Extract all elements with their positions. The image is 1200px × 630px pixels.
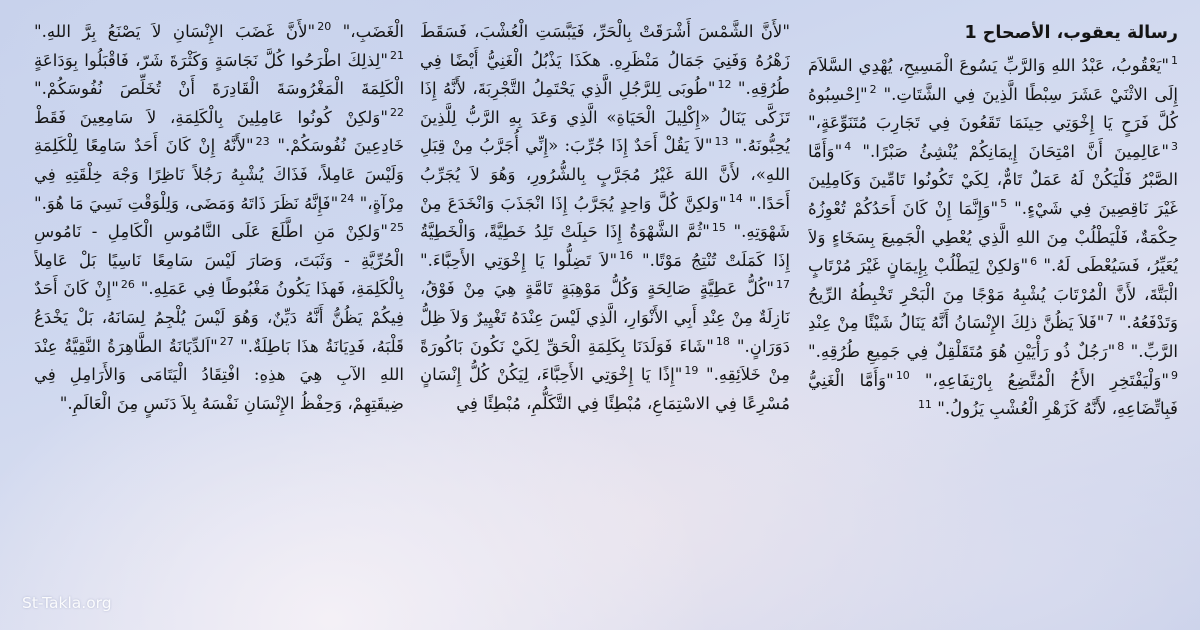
verse xyxy=(34,51,404,99)
verse-text: "إِذًا يَا إِخْوَتِي الأَحِبَّاءَ، لِيَكُنْ كُلُّ إِنْسَانٍ مُسْرِعًا فِي الاسْتِمَاعِ، مُبْطِئًا فِي التَّكَلُّمِ، مُبْطِئًا فِي xyxy=(420,365,790,413)
verse-number: 19 xyxy=(684,363,699,377)
verse-text: "وَلكِنْ مَنِ اطَّلَعَ عَلَى النَّامُوسِ الْكَامِلِ - نَامُوسِ الْحُرِّيَّةِ - وَثَبَتَ، وَصَارَ لَيْسَ سَامِعًا نَاسِيًا بَلْ عَامِلاً بِالْكَلِمَةِ، فَهذَا يَكُونُ مَغْبُوطًا فِي عَمَلِهِ." xyxy=(34,222,404,299)
verse-text: "لِذلِكَ اطْرَحُوا كُلَّ نَجَاسَةٍ وَكَثْرَةَ شَرّ، فَاقْبَلُوا بِوَدَاعَةٍ الْكَلِمَةَ الْمَغْرُوسَةَ الْقَادِرَةَ أَنْ تُخَلِّصَ نُفُوسَكُمْ." xyxy=(34,50,404,99)
verse-text: "وَلكِنْ لِيَطْلُبْ بِإِيمَانٍ غَيْرَ مُرْتَابٍ الْبَتَّةَ، لأَنَّ الْمُرْتَابَ يُشْبِهُ مَوْجًا مِنَ الْبَحْرِ تَخْبِطُهُ الرِّيحُ وَتَدْفَعُهُ." xyxy=(808,256,1178,333)
verse xyxy=(420,251,633,270)
verse-text: "لأَنَّهُ إِنْ كَانَ أَحَدٌ سَامِعًا لِلْكَلِمَةِ وَلَيْسَ عَامِلاً، فَذَاكَ يُشْبِهُ رَجُلاً نَاظِرًا وَجْهَ خِلْقَتِهِ فِي مِرْآةٍ،" xyxy=(34,136,404,213)
verse xyxy=(808,342,1124,361)
verse-number: 3 xyxy=(1171,140,1178,154)
site-watermark: St-Takla.org xyxy=(22,594,112,612)
verse xyxy=(862,142,1178,161)
verse-text: "يَعْقُوبُ، عَبْدُ اللهِ وَالرَّبِّ يَسُوعَ الْمَسِيحِ، يُهْدِي السَّلاَمَ إِلَى الاثْنَيْ عَشَرَ سِبْطًا الَّذِينَ فِي الشَّتَاتِ." xyxy=(808,56,1178,104)
verse-text: "وَلكِنَّ كُلَّ وَاحِدٍ يُجَرَّبُ إِذَا انْجَذَبَ وَانْخَدَعَ مِنْ شَهْوَتِهِ." xyxy=(420,193,790,242)
verse-number: 11 xyxy=(917,397,932,411)
verse-number: 27 xyxy=(219,335,234,348)
verse-text: "وَلكِنْ كُونُوا عَامِلِينَ بِالْكَلِمَةِ، لاَ سَامِعِينَ فَقَطْ خَادِعِينَ نُفُوسَكُمْ." xyxy=(34,107,404,156)
verse-number: 26 xyxy=(120,277,135,291)
chapter-title: رسالة يعقوب، الأصحاح 1 xyxy=(964,23,1178,43)
verse-text: "وَأَمَّا الصَّبْرُ فَلْيَكُنْ لَهُ عَمَلٌ تَامٌّ، لِكَيْ تَكُونُوا تَامِّينَ وَكَامِلِينَ غَيْرَ نَاقِصِينَ فِي شَيْءٍ." xyxy=(808,141,1178,218)
verse xyxy=(343,22,404,41)
verse-list xyxy=(34,18,404,418)
verse-number: 5 xyxy=(1000,197,1008,211)
verse xyxy=(916,399,932,418)
verse-text: "لاَ يَقُلْ أَحَدٌ إِذَا جُرِّبَ: «إِنِّي أُجَرَّبُ مِنْ قِبَلِ اللهِ»، لأَنَّ اللهَ غَيْرُ مُجَرَّبٍ بِالشُّرُورِ، وَهُوَ لاَ يُجَرِّبُ أَحَدًا." xyxy=(420,136,790,213)
verse-number: 24 xyxy=(340,192,355,206)
verse xyxy=(925,371,1178,390)
verse-number: 13 xyxy=(714,134,729,148)
verse-number: 8 xyxy=(1117,340,1125,354)
verse-number: 7 xyxy=(1106,311,1114,325)
verse xyxy=(34,22,331,41)
verse-text: "عَالِمِينَ أَنَّ امْتِحَانَ إِيمَانِكُمْ يُنْشِئُ صَبْرًا." xyxy=(862,141,1169,161)
verse-number: 12 xyxy=(717,77,732,91)
verse-text: "ثُمَّ الشَّهْوَةُ إِذَا حَبِلَتْ تَلِدُ خَطِيَّةً، وَالْخَطِيَّةُ إِذَا كَمَلَتْ تُنْتِجُ مَوْتًا." xyxy=(420,222,790,270)
verse-text: "لاَ تَضِلُّوا يَا إِخْوَتِي الأَحِبَّاءَ." xyxy=(420,250,618,270)
verse-number: 9 xyxy=(1170,369,1178,382)
verse-text: "كُلُّ عَطِيَّةٍ صَالِحَةٍ وَكُلُّ مَوْهِبَةٍ تَامَّةٍ هِيَ مِنْ فَوْقُ، نَازِلَةٌ مِنْ عِنْدِ أَبِي الأَنْوَارِ، الَّذِي لَيْسَ عِنْدَهُ تَغْيِيرٌ وَلاَ ظِلُّ دَوَرَانٍ." xyxy=(420,279,790,356)
verse-text: "فَلاَ يَظُنَّ ذلِكَ الإِنْسَانُ أَنَّهُ يَنَالُ شَيْئًا مِنْ عِنْدِ الرَّبِّ." xyxy=(808,313,1178,361)
verse-number: 25 xyxy=(390,220,404,234)
verse-number: 21 xyxy=(390,49,404,63)
verse-text: "اِحْسِبُوهُ كُلَّ فَرَحٍ يَا إِخْوَتِي حِينَمَا تَقَعُونَ فِي تَجَارِبَ مُتَنَوِّعَةٍ،" xyxy=(808,84,1178,133)
verse-number: 17 xyxy=(776,277,790,291)
verse-number: 10 xyxy=(895,369,910,382)
verse-text: "لأَنَّ الشَّمْسَ أَشْرَقَتْ بِالْحَرِّ، فَيَبَّسَتِ الْعُشْبَ، فَسَقَطَ زَهْرُهُ وَفَنِيَ جَمَالُ مَنْظَرِهِ. هكَذَا يَذْبُلُ الْغَنِيُّ أَيْضًا فِي طُرُقِهِ." xyxy=(420,22,790,99)
verse-number: 20 xyxy=(317,20,332,34)
verse-text: "شَاءَ فَوَلَدَنَا بِكَلِمَةِ الْحَقِّ لِكَيْ نَكُونَ بَاكُورَةً مِنْ خَلاَئِقِهِ." xyxy=(420,336,790,385)
text-column-left xyxy=(34,18,404,618)
text-column-right xyxy=(808,18,1178,618)
verse-number: 4 xyxy=(844,140,852,154)
verse-text: "إِنْ كَانَ أَحَدٌ فِيكُمْ يَظُنُّ أَنَّهُ دَيِّنٌ، وَهُوَ لَيْسَ يُلْجِمُ لِسَانَهُ، بَلْ يَخْدَعُ قَلْبَهُ، فَدِيَانَةُ هذَا بَاطِلَةٌ." xyxy=(34,279,404,356)
verse-text: "وَأَمَّا الْغَنِيُّ فَبِاتِّضَاعِهِ، لأَنَّهُ كَزَهْرِ الْعُشْبِ يَزُولُ." xyxy=(808,370,1178,419)
verse-text: "لأَنَّ غَضَبَ الإِنْسَانِ لاَ يَصْنَعُ بِرَّ اللهِ." xyxy=(34,22,316,41)
verse-number: 16 xyxy=(619,249,634,263)
verse-text: "وَإِنَّمَا إِنْ كَانَ أَحَدُكُمْ تُعْوِزُهُ حِكْمَةٌ، فَلْيَطْلُبْ مِنَ اللهِ الَّذِي يُعْطِي الْجَمِيعَ بِسَخَاءٍ وَلاَ يُعَيِّرُ، فَسَيُعْطَى لَهُ." xyxy=(808,198,1178,276)
verse-text: الْغَضَبِ،" xyxy=(342,22,404,41)
verse-number: 14 xyxy=(728,192,743,206)
verse-number: 6 xyxy=(1030,254,1038,268)
verse-number: 15 xyxy=(711,220,726,234)
verse-list xyxy=(808,52,1178,424)
verse-number: 2 xyxy=(869,83,877,97)
text-column-middle xyxy=(420,18,790,618)
verse-number: 1 xyxy=(1171,54,1178,68)
verse-number: 18 xyxy=(715,335,730,348)
verse-text: "طُوبَى لِلرَّجُلِ الَّذِي يَحْتَمِلُ التَّجْرِبَةَ، لأَنَّهُ إِذَا تَزَكَّى يَنَالُ «إِكْلِيلَ الْحَيَاةِ» الَّذِي وَعَدَ بِهِ الرَّبُّ لِلَّذِينَ يُحِبُّونَهُ." xyxy=(420,79,790,156)
verse-text: "اَلدِّيَانَةُ الطَّاهِرَةُ النَّقِيَّةُ عِنْدَ اللهِ الآبِ هِيَ هذِهِ: افْتِقَادُ الْيَتَامَى وَالأَرَامِلِ فِي ضِيقَتِهِمْ، وَحِفْظُ الإِنْسَانِ نَفْسَهُ بِلاَ دَنَسٍ مِنَ الْعَالَمِ." xyxy=(34,336,404,413)
verse-number: 22 xyxy=(390,106,404,120)
verse-list xyxy=(420,18,790,418)
verse xyxy=(34,194,354,213)
verse-text: "وَلْيَفْتَخِرِ الأَخُ الْمُتَّضِعُ بِارْتِفَاعِهِ،" xyxy=(924,370,1169,390)
verse-number: 23 xyxy=(255,134,270,148)
verse-text: "رَجُلٌ ذُو رَأْيَيْنِ هُوَ مُتَقَلْقِلٌ فِي جَمِيعِ طُرُقِهِ." xyxy=(808,341,1116,361)
verse-text: "فَإِنَّهُ نَظَرَ ذَاتَهُ وَمَضَى، وَلِلْوَقْتِ نَسِيَ مَا هُوَ." xyxy=(34,193,339,213)
